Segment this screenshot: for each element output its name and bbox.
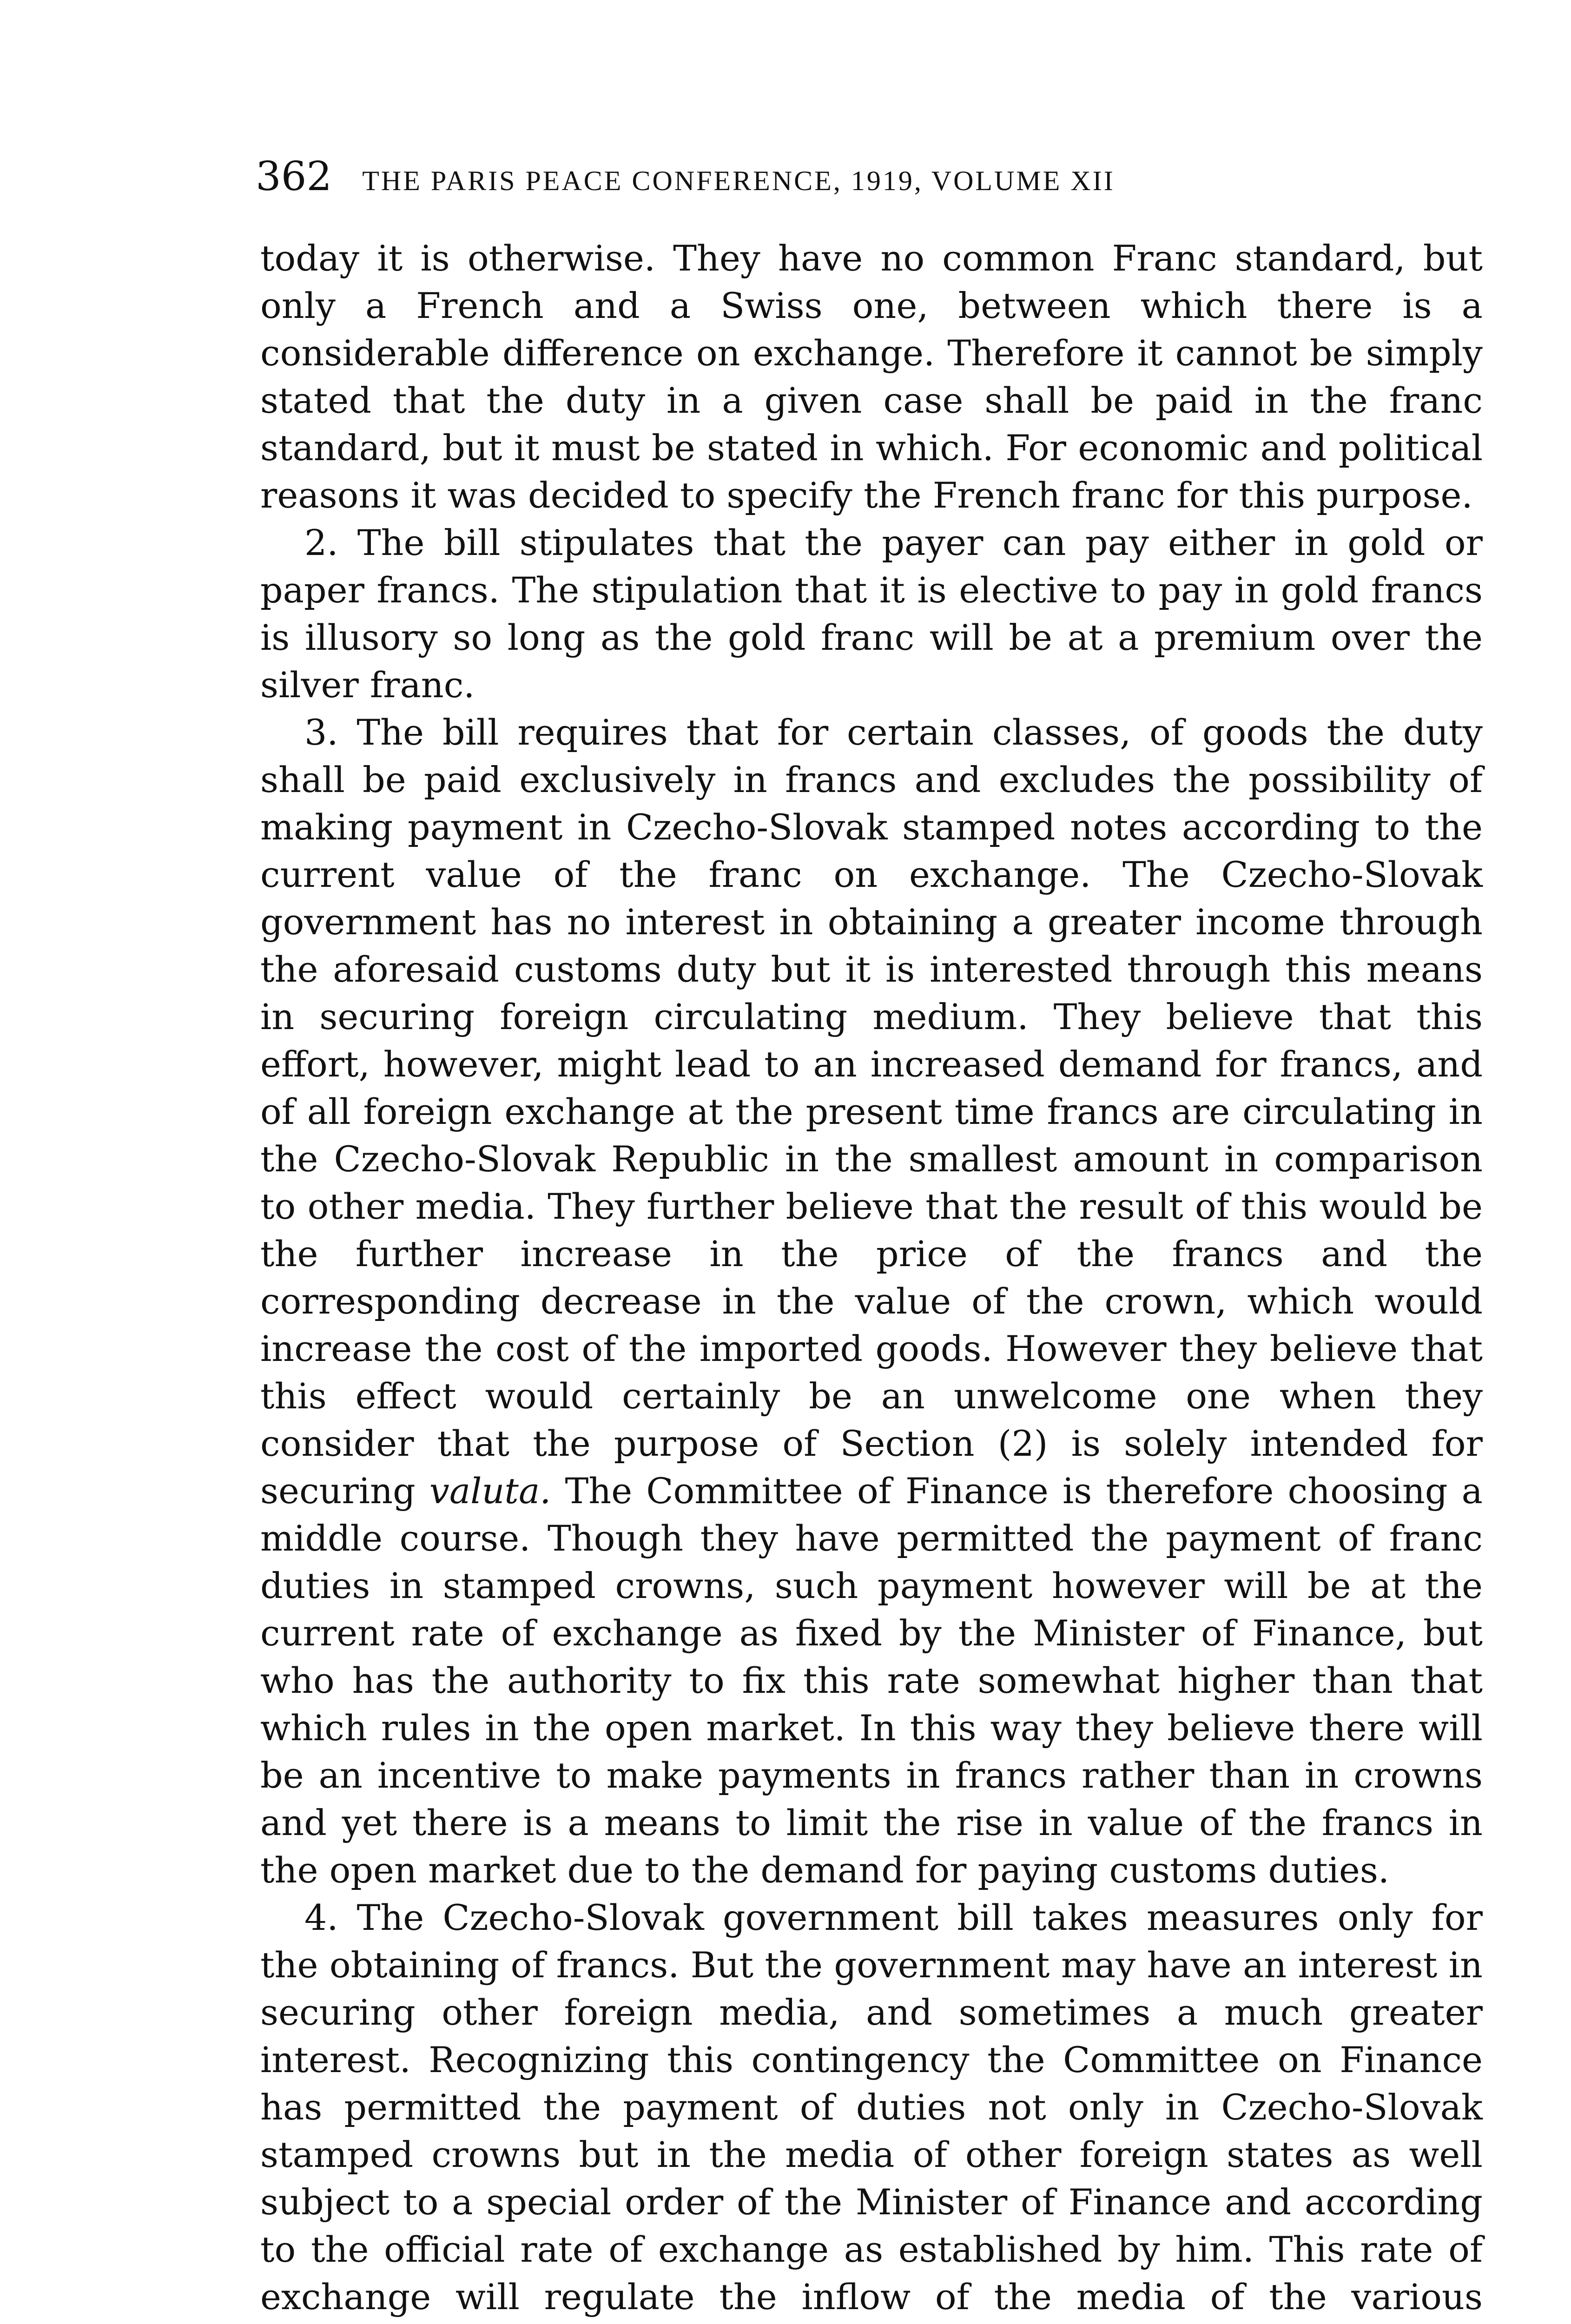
page-number: 362 <box>256 153 332 200</box>
body-text <box>260 235 1483 2324</box>
paragraph-continuation: today it is otherwise. They have no common Franc standard, but only a French and a Swiss one, between which there is a considerable difference on exchange. Therefore it cannot be simply stated that the duty in a given case shall be paid in the franc standard, but it must be stated in which. For economic and political reasons it was decided to specify the French franc for this purpose. <box>260 238 1483 516</box>
paragraph-item-3 <box>260 709 1483 1894</box>
running-title: THE PARIS PEACE CONFERENCE, 1919, VOLUME XII <box>362 165 1115 196</box>
page-header <box>256 153 1483 205</box>
italic-term-valuta: valuta. <box>429 1470 551 1512</box>
paragraph-item-3-text-continued: The Committee of Finance is therefore choosing a middle course. Though they have permitted the payment of franc duties in stamped crowns, such payment however will be at the current rate of exchange as fixed by the Minister of Finance, but who has the authority to fix this rate somewhat higher than that which rules in the open market. In this way they believe there will be an incentive to make payments in francs rather than in crowns and yet there is a means to limit the rise in value of the francs in the open market due to the demand for paying customs duties. <box>260 1470 1483 1891</box>
paragraph-item-4: 4. The Czecho-Slovak government bill takes measures only for the obtaining of francs. But the government may have an interest in securing other foreign media, and sometimes a much greater interest. Recognizing this contingency the Committee on Finance has permitted the payment of duties not only in Czecho-Slovak stamped crowns but in the media of other foreign states as well subject to a special order of the Minister of Finance and according to the official rate of exchange as established by him. This rate of exchange will regulate the inflow of the media of the various <box>260 1897 1483 2317</box>
paragraph-item-2: 2. The bill stipulates that the payer can pay either in gold or paper francs. The stipulation that it is elective to pay in gold francs is illusory so long as the gold franc will be at a premium over the silver franc. <box>260 522 1483 706</box>
paragraph-item-3-text: 3. The bill requires that for certain classes, of goods the duty shall be paid exclusively in francs and excludes the possibility of making payment in Czecho-Slovak stamped notes according to the current value of the franc on exchange. The Czecho-Slovak government has no interest in obtaining a greater income through the aforesaid customs duty but it is interested through this means in securing foreign circulating medium. They believe that this effort, however, might lead to an increased demand for francs, and of all foreign exchange at the present time francs are circulating in the Czecho-Slovak Republic in the smallest amount in comparison to other media. They further believe that the result of this would be the further increase in the price of the francs and the corresponding decrease in the value of the crown, which would increase the cost of the imported goods. However they believe that this effect would certainly be an unwelcome one when they consider that the purpose of Section (2) is solely intended for securing <box>260 712 1483 1512</box>
